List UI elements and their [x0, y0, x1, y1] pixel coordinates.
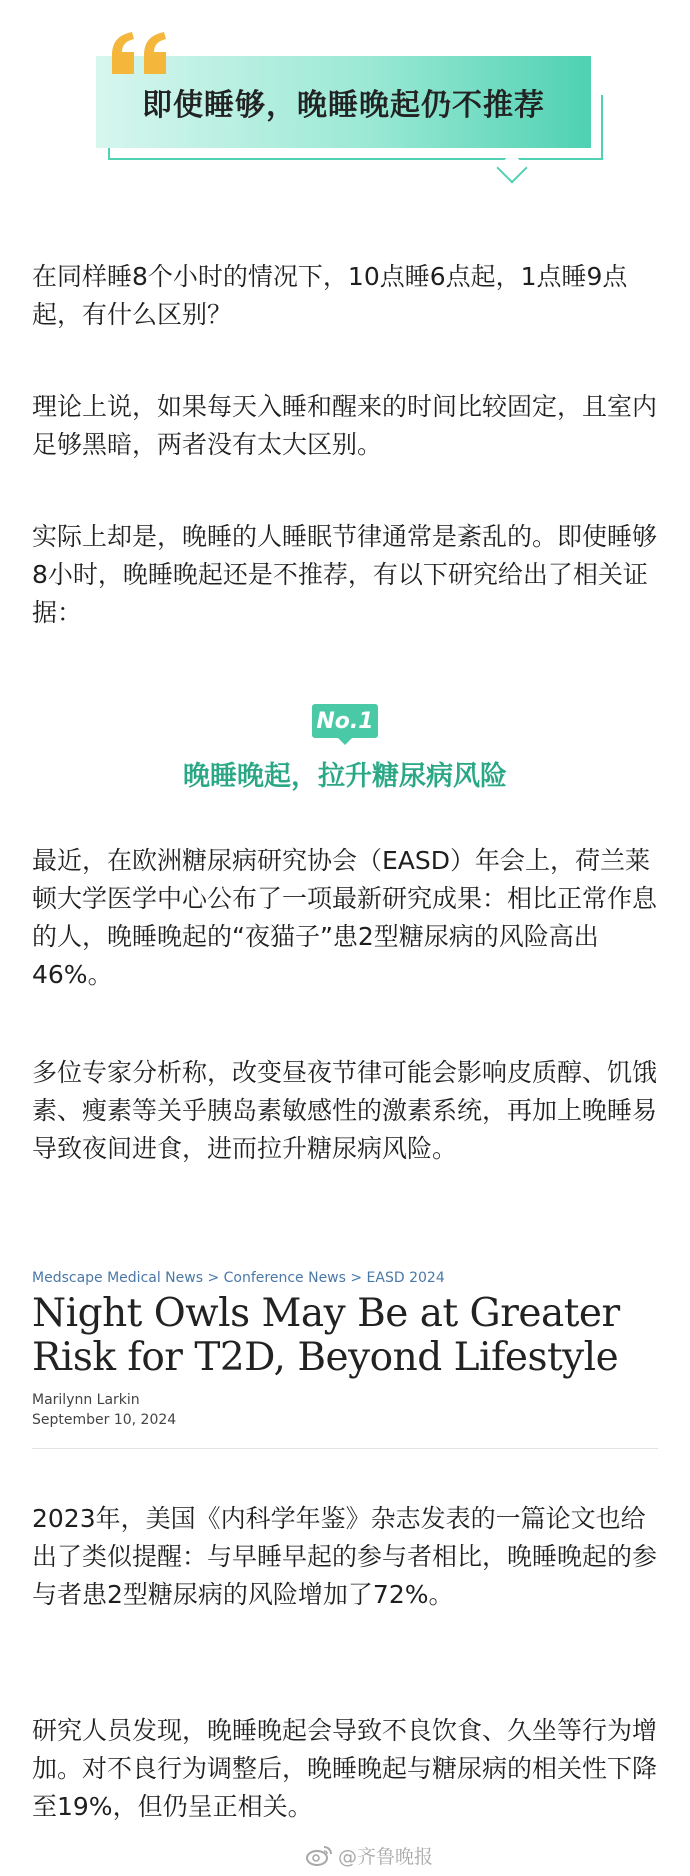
paragraph-reality: 实际上却是，晚睡的人睡眠节律通常是紊乱的。即使睡够8小时，晚睡晚起还是不推荐，有以下研究给出了相关证据： [32, 522, 658, 627]
paragraph-theory: 理论上说，如果每天入睡和醒来的时间比较固定，且室内足够黑暗，两者没有太大区别。 [32, 392, 658, 459]
paragraph-annals-study: 2023年，美国《内科学年鉴》杂志发表的一篇论文也给出了类似提醒：与早睡早起的参与者相比，晚睡晚起的参与者患2型糖尿病的风险增加了72%。 [32, 1504, 658, 1609]
weibo-icon [306, 1844, 332, 1866]
snippet-breadcrumb: Medscape Medical News > Conference News > EASD 2024 [32, 1270, 445, 1286]
snippet-headline: Night Owls May Be at Greater Risk for T2D, Beyond Lifestyle [32, 1291, 620, 1380]
snippet-date: September 10, 2024 [32, 1412, 177, 1428]
section-number-badge: No.1 [312, 704, 378, 738]
paragraph-researcher-findings: 研究人员发现，晚睡晚起会导致不良饮食、久坐等行为增加。对不良行为调整后，晚睡晚起与糖尿病的相关性下降至19%，但仍呈正相关。 [32, 1716, 658, 1821]
paragraph-easd-study: 最近，在欧洲糖尿病研究协会（EASD）年会上，荷兰莱顿大学医学中心公布了一项最新研究成果：相比正常作息的人，晚睡晚起的“夜猫子”患2型糖尿病的风险高出46%。 [32, 846, 658, 989]
watermark [306, 1840, 433, 1870]
snippet-byline [32, 1390, 660, 1430]
watermark-text: @齐鲁晚报 [338, 1845, 434, 1868]
section-title: 晚睡晚起，拉升糖尿病风险 [183, 761, 507, 792]
quote-icon [108, 30, 170, 76]
paragraph-expert-analysis: 多位专家分析称，改变昼夜节律可能会影响皮质醇、饥饿素、瘦素等关乎胰岛素敏感性的激素系统，再加上晚睡易导致夜间进食，进而拉升糖尿病风险。 [32, 1058, 658, 1163]
snippet-divider [32, 1448, 658, 1449]
snippet-author: Marilynn Larkin [32, 1392, 140, 1408]
banner-box [96, 56, 591, 148]
news-snippet [32, 1270, 660, 1430]
header-banner [0, 0, 690, 200]
banner-title: 即使睡够，晚睡晚起仍不推荐 [142, 88, 545, 123]
paragraph-intro-question: 在同样睡8个小时的情况下，10点睡6点起，1点睡9点起，有什么区别？ [32, 262, 628, 329]
